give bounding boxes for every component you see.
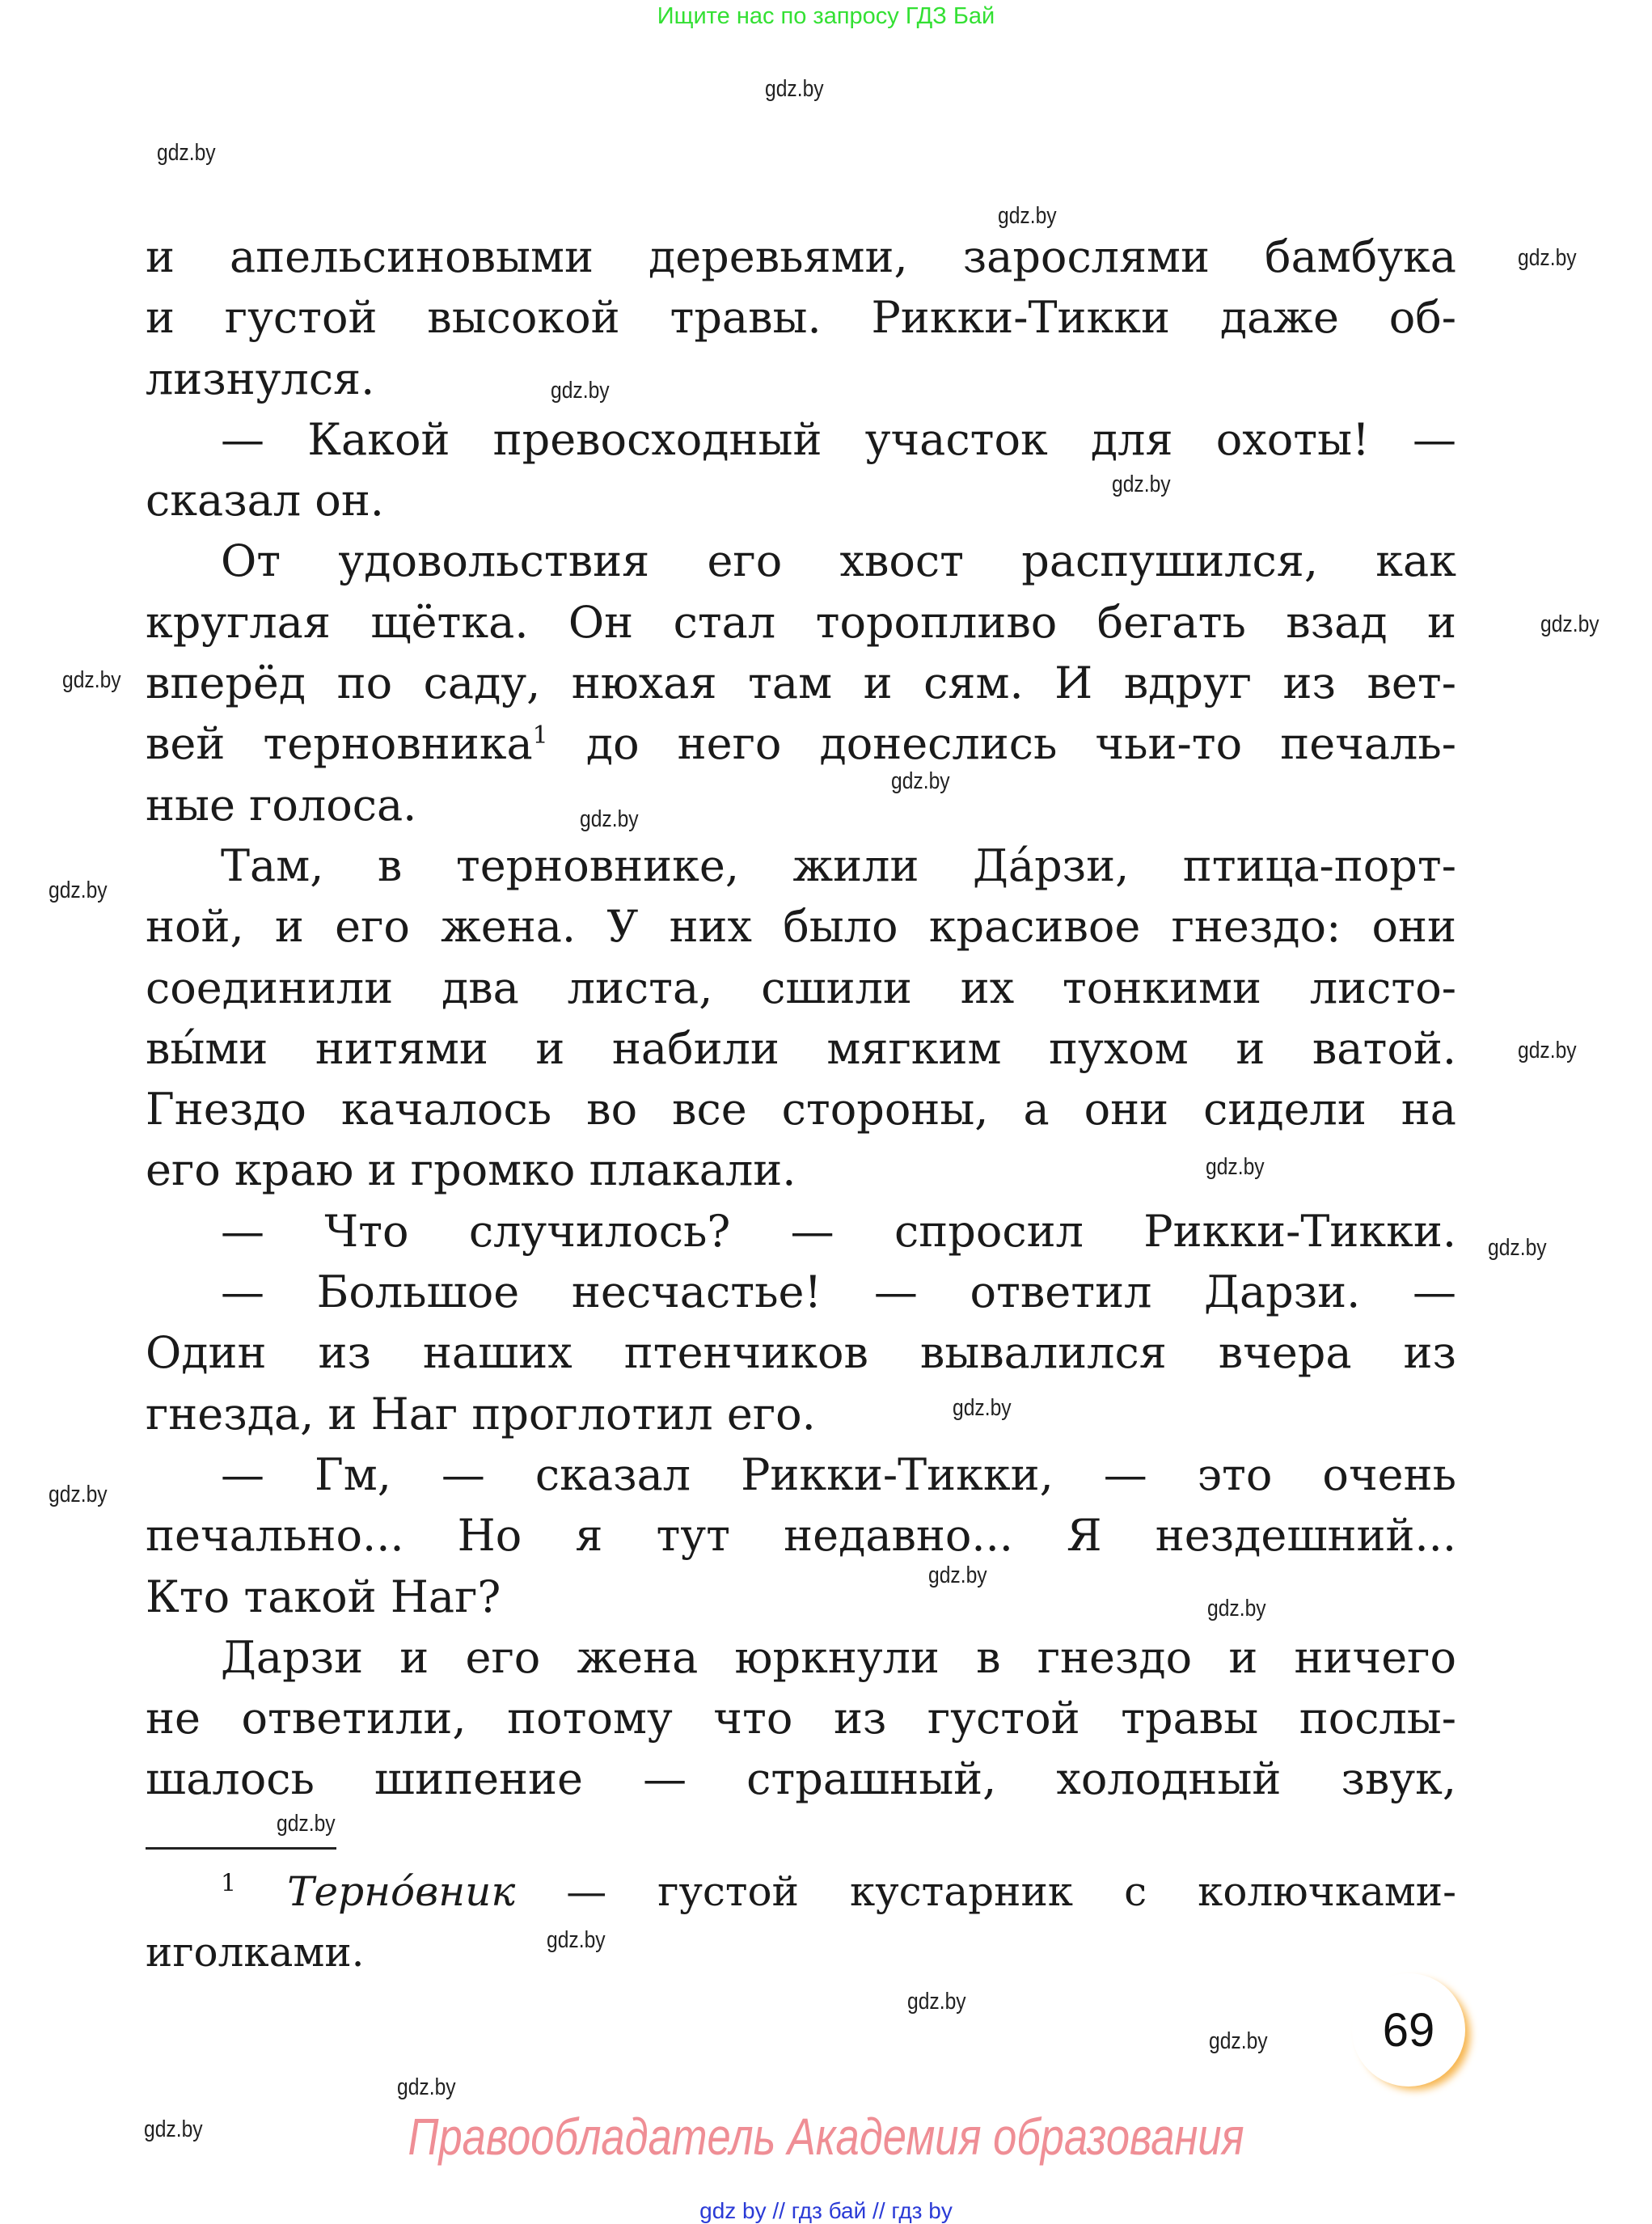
watermark: gdz.by xyxy=(551,378,610,404)
watermark: gdz.by xyxy=(157,140,216,166)
text-line: вы́ми нитями и набили мягким пухом и ватой. xyxy=(146,1022,1456,1074)
watermark: gdz.by xyxy=(953,1395,1012,1421)
watermark: gdz.by xyxy=(907,1989,966,2015)
watermark: gdz.by xyxy=(891,768,950,794)
body-text xyxy=(146,226,1456,1810)
watermark: gdz.by xyxy=(1209,2028,1268,2054)
text-fragment: вей терновника xyxy=(146,718,533,770)
watermark: gdz.by xyxy=(397,2074,456,2100)
watermark: gdz.by xyxy=(1518,1038,1577,1063)
watermark: gdz.by xyxy=(277,1811,336,1837)
text-line: — Что случилось? — спросил Рикки-Тикки. xyxy=(221,1205,1456,1257)
watermark: gdz.by xyxy=(580,806,639,832)
text-line: соединили два листа, сшили их тонкими листо- xyxy=(146,962,1456,1013)
text-line: печально... Но я тут недавно... Я нездешний... xyxy=(146,1510,1456,1562)
text-line: не ответили, потому что из густой травы послы- xyxy=(146,1693,1456,1744)
watermark: gdz.by xyxy=(49,1482,108,1507)
search-banner[interactable]: Ищите нас по запросу ГДЗ Бай xyxy=(657,3,995,29)
text-fragment: до него донеслись чьи-то печаль- xyxy=(547,718,1456,770)
watermark: gdz.by xyxy=(547,1927,606,1953)
text-line: Кто такой Наг? xyxy=(146,1571,501,1622)
text-line: Один из наших птенчиков вывалился вчера из xyxy=(146,1327,1456,1379)
watermark: gdz.by xyxy=(765,76,824,102)
footnote-line: иголками. xyxy=(146,1929,365,1977)
text-line: лизнулся. xyxy=(146,353,375,404)
text-line: Гнездо качалось во все стороны, а они сидели на xyxy=(146,1084,1456,1135)
watermark: gdz.by xyxy=(49,877,108,903)
footnote-divider xyxy=(146,1847,336,1850)
text-line: ные голоса. xyxy=(146,779,417,831)
text-line: — Какой превосходный участок для охоты! — xyxy=(221,413,1456,465)
text-line: круглая щётка. Он стал торопливо бегать взад и xyxy=(146,596,1456,648)
text-line: ной, и его жена. У них было красивое гнездо: они xyxy=(146,901,1456,953)
watermark: gdz.by xyxy=(1488,1235,1547,1261)
text-line: От удовольствия его хвост распушился, как xyxy=(221,535,1456,587)
text-line xyxy=(146,713,1456,774)
text-line: шалось шипение — страшный, холодный звук, xyxy=(146,1753,1456,1805)
footnote-definition: — густой кустарник с колючками- xyxy=(515,1868,1456,1915)
footnote-mark: 1 xyxy=(221,1869,237,1898)
page-number xyxy=(1352,1973,1465,2087)
page-number-text: 69 xyxy=(1382,2003,1435,2057)
copyright-notice: Правообладатель Академия образования xyxy=(408,2108,1244,2166)
footer-links[interactable]: gdz by // гдз бай // гдз by xyxy=(699,2198,953,2223)
watermark: gdz.by xyxy=(62,667,121,693)
watermark: gdz.by xyxy=(998,203,1057,229)
footnote-line xyxy=(146,1862,1456,1923)
watermark: gdz.by xyxy=(1540,611,1599,637)
watermark: gdz.by xyxy=(1518,245,1577,271)
watermark: gdz.by xyxy=(1206,1154,1265,1180)
footnote-term: Терно́вник xyxy=(287,1868,516,1915)
text-line: — Гм, — сказал Рикки-Тикки, — это очень xyxy=(221,1448,1456,1500)
watermark: gdz.by xyxy=(144,2116,203,2142)
text-line: его краю и громко плакали. xyxy=(146,1144,796,1196)
watermark: gdz.by xyxy=(928,1562,987,1588)
text-line: — Большое несчастье! — ответил Дарзи. — xyxy=(221,1266,1456,1318)
footnote-ref: 1 xyxy=(532,721,548,750)
text-line: гнезда, и Наг проглотил его. xyxy=(146,1388,816,1440)
text-line: Дарзи и его жена юркнули в гнездо и ничего xyxy=(221,1631,1456,1683)
text-line: и апельсиновыми деревьями, зарослями бамбука xyxy=(146,231,1456,282)
footnote xyxy=(146,1862,1456,1985)
text-line: и густой высокой травы. Рикки-Тикки даже об- xyxy=(146,292,1456,344)
text-line: вперёд по саду, нюхая там и сям. И вдруг из вет- xyxy=(146,657,1456,709)
text-line: Там, в терновнике, жили Да́рзи, птица-порт- xyxy=(221,839,1456,891)
watermark: gdz.by xyxy=(1207,1596,1266,1621)
watermark: gdz.by xyxy=(1112,471,1171,497)
text-line: сказал он. xyxy=(146,475,384,526)
